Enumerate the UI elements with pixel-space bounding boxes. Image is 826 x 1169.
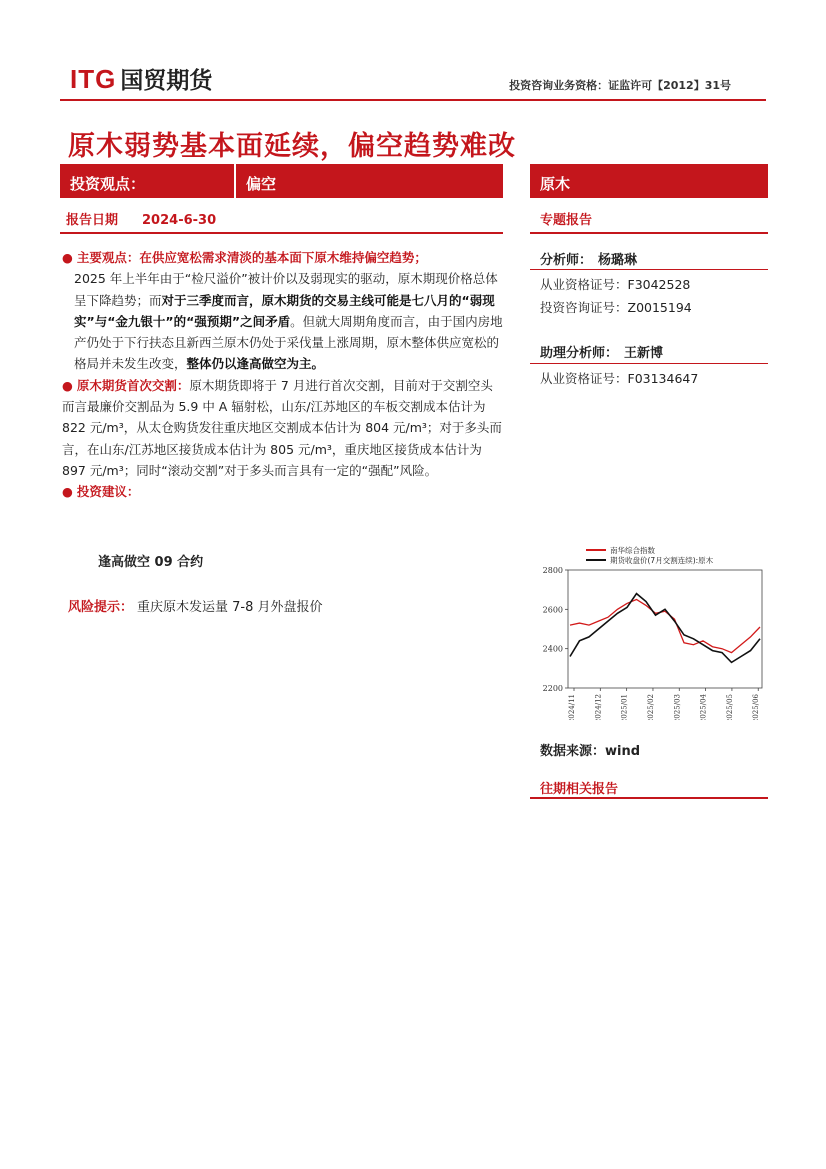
- point1-bold: 对于三季度而言，原木期货的交易主线可能是七八月的“弱现实”与“金九银十”的“强预期”之间矛盾: [74, 292, 495, 329]
- x-tick-label: 2025/03: [673, 694, 682, 720]
- view-divider: [234, 164, 236, 198]
- view-label: 投资观点：: [70, 175, 146, 193]
- legend-label-1: 南华综合指数: [610, 546, 655, 555]
- point1-label: 主要观点：在供应宽松需求清淡的基本面下原木维持偏空趋势；: [76, 250, 427, 265]
- x-tick-label: 2025/01: [620, 694, 629, 720]
- company-logo: [70, 62, 212, 95]
- assistant-name: 王新博: [624, 346, 664, 361]
- point2-label: 原木期货首次交割：: [76, 377, 190, 393]
- view-value: 偏空: [246, 175, 277, 193]
- series-line-1: [570, 600, 760, 653]
- risk-note: [68, 596, 323, 615]
- category-bar: [530, 164, 768, 198]
- point2: [62, 375, 505, 481]
- bullet-icon: ●: [62, 484, 73, 500]
- price-chart-svg: [520, 540, 770, 720]
- x-tick-label: 2025/02: [646, 694, 655, 720]
- analyst: [540, 249, 637, 268]
- license-text: 投资咨询业务资格：证监许可【2012】31号: [509, 79, 731, 92]
- point1: [62, 247, 505, 268]
- point1-body: [62, 268, 505, 374]
- cert2: 投资咨询证号：Z0015194: [540, 300, 692, 315]
- logo-cn: 国贸期货: [120, 68, 213, 94]
- risk-text: 重庆原木发运量 7-8 月外盘报价: [137, 600, 323, 615]
- report-type: 专题报告: [540, 213, 593, 228]
- point1-bold2: 整体仍以逢高做空为主。: [186, 356, 325, 372]
- assistant-label: 助理分析师：: [540, 346, 619, 361]
- related-reports: 往期相关报告: [540, 782, 619, 797]
- assistant-analyst: [540, 342, 663, 361]
- bullet-icon: ●: [62, 377, 73, 393]
- point1-text-b: 。但就大周期角度而言，由于国内房地产仍处于下行扶态且新西兰原木仍处于采伐量上涨周期，原木整体供应宽松的格局并未发生改变，: [74, 313, 503, 372]
- y-tick-label: 2400: [542, 644, 563, 654]
- x-tick-label: 2025/05: [725, 694, 734, 720]
- y-tick-label: 2600: [542, 605, 563, 615]
- y-tick-label: 2200: [542, 684, 563, 693]
- report-date-label: 报告日期: [66, 213, 119, 228]
- legend-label-2: 期货收盘价(7月交割连续):原木: [610, 556, 714, 565]
- main-content: [62, 247, 505, 503]
- x-tick-label: 2025/04: [699, 694, 708, 720]
- analyst-label: 分析师：: [540, 253, 593, 268]
- logo-latin: ITG: [70, 64, 117, 94]
- related-rule: [530, 797, 768, 799]
- side-rule: [530, 363, 768, 364]
- report-title: 原木弱势基本面延续，偏空趋势难改: [68, 131, 516, 162]
- x-tick-label: 2024/12: [594, 694, 603, 720]
- plot-frame: [568, 570, 762, 688]
- type-rule: [530, 232, 768, 234]
- report-date: [66, 209, 216, 228]
- x-tick-label: 2025/06: [752, 694, 761, 720]
- y-tick-label: 2800: [542, 566, 563, 575]
- header-rule: [60, 99, 766, 101]
- strategy-text: 逢高做空 09 合约: [98, 555, 204, 570]
- cert1: 从业资格证号：F3042528: [540, 277, 691, 292]
- data-source: 数据来源：wind: [540, 744, 641, 759]
- view-bar: [60, 164, 503, 198]
- side-rule: [530, 269, 768, 270]
- risk-label: 风险提示：: [68, 600, 134, 615]
- point3-label: 投资建议：: [76, 484, 140, 500]
- point2-text: 原木期货即将于 7 月进行首次交割，目前对于交割空头而言最廉价交割品为 5.9 中 A 辐射松，山东/江苏地区的车板交割成本估计为 822 元/m³，从太仓购货发往重庆地区交割成本估计为 804 元/m³；对于多头而言，在山东/江苏地区接货成本估计为 805 元/m³，重庆地区接货成本估计为 897 元/m³；同时“滚动交割”对于多头而言具有一定的“强配”风险。: [62, 377, 502, 478]
- cert3: 从业资格证号：F03134647: [540, 371, 699, 386]
- bullet-icon: ●: [62, 250, 73, 265]
- report-date-value: 2024-6-30: [142, 213, 217, 228]
- price-chart: [520, 540, 770, 720]
- point1-text-a: 2025 年上半年由于“检尺溢价”被计价以及弱现实的驱动，原木期现价格总体呈下降趋势；而: [74, 271, 498, 308]
- analyst-name: 杨璐琳: [598, 253, 638, 268]
- date-rule: [60, 232, 503, 234]
- category-label: 原木: [540, 175, 571, 193]
- point3: [62, 481, 505, 502]
- x-tick-label: 2024/11: [568, 694, 576, 720]
